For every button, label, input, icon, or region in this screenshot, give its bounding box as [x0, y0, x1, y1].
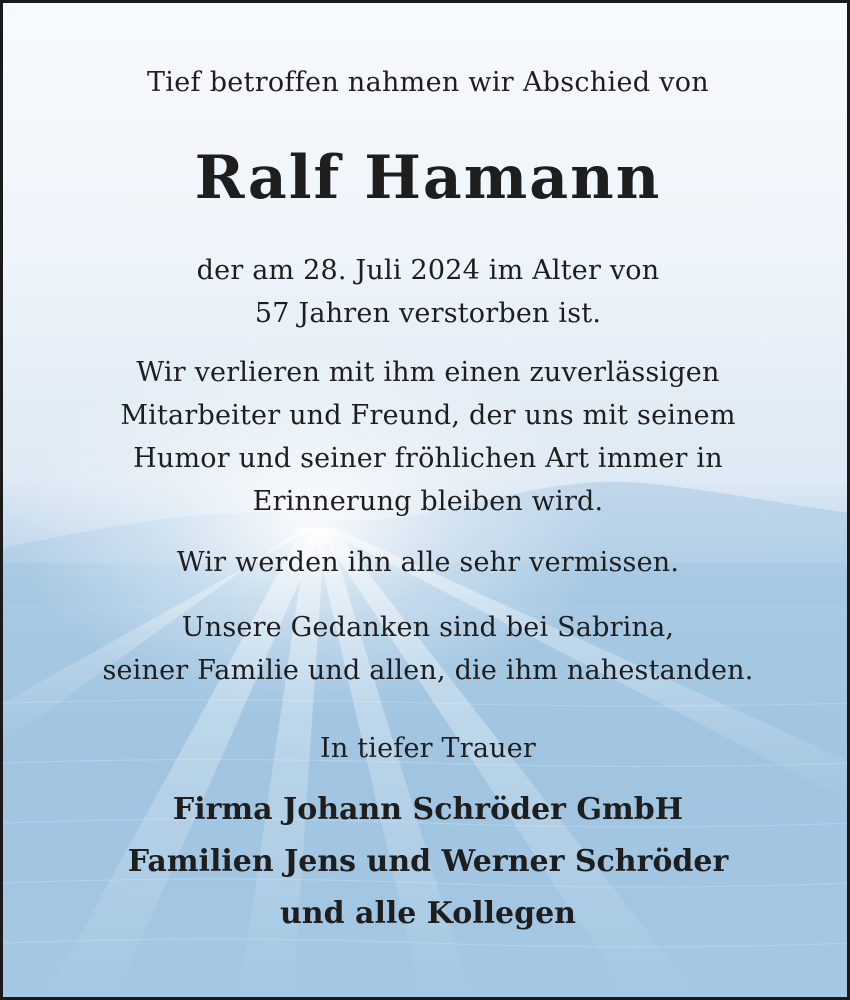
- thoughts-line: seiner Familie und allen, die ihm nahestanden.: [102, 655, 754, 686]
- tribute-line: Humor und seiner fröhlichen Art immer in: [133, 443, 723, 474]
- thoughts-line: Unsere Gedanken sind bei Sabrina,: [181, 612, 675, 643]
- thoughts-text: [3, 606, 850, 692]
- miss-line: Wir werden ihn alle sehr vermissen.: [176, 547, 680, 578]
- tribute-line: Wir verlieren mit ihm einen zuverlässigen: [136, 357, 720, 388]
- death-info: [3, 249, 850, 335]
- signer-families: Familien Jens und Werner Schröder: [127, 844, 729, 879]
- tribute-line: Mitarbeiter und Freund, der uns mit seinem: [120, 400, 736, 431]
- notice-content: [3, 3, 850, 1000]
- mourning-line: In tiefer Trauer: [319, 733, 537, 764]
- signer-company: Firma Johann Schröder GmbH: [172, 792, 684, 827]
- death-info-line: 57 Jahren verstorben ist.: [254, 298, 602, 329]
- death-info-line: der am 28. Juli 2024 im Alter von: [196, 255, 660, 286]
- intro-line: Tief betroffen nahmen wir Abschied von: [147, 67, 709, 98]
- signer-colleagues: und alle Kollegen: [280, 896, 576, 931]
- signers-block: [3, 784, 850, 940]
- deceased-name: Ralf Hamann: [194, 143, 662, 213]
- tribute-line: Erinnerung bleiben wird.: [252, 486, 604, 517]
- tribute-text: [3, 351, 850, 523]
